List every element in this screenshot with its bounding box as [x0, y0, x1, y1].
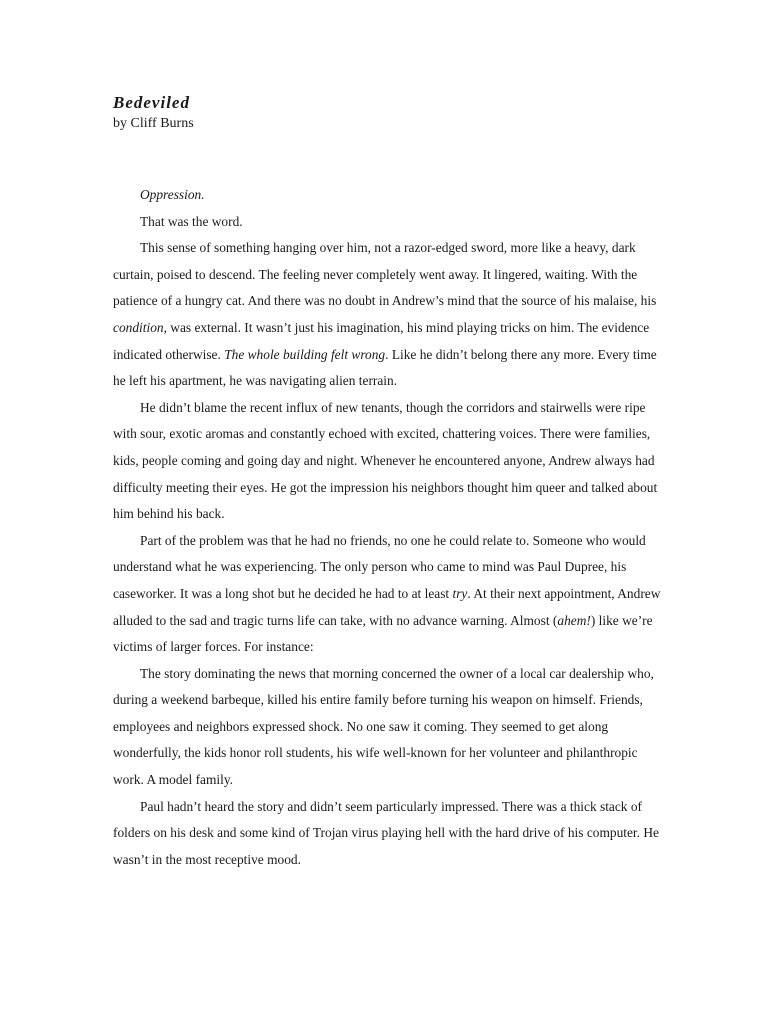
paragraph-text: . Like he didn’t belong there any more. Every time he left his apartment, he was navigating alien terrain.	[113, 346, 657, 389]
italic-text: Oppression.	[140, 187, 205, 202]
story-paragraph	[113, 209, 661, 236]
paragraph-text: . At their next appointment, Andrew alluded to the sad and tragic turns life can take, with no advance warning. Almost (	[113, 585, 661, 628]
paragraph-text: This sense of something hanging over him, not a razor-edged sword, more like a heavy, dark curtain, poised to descend. The feeling never completely went away. It lingered, waiting. With the patience of a hungry cat. And there was no doubt in Andrew’s mind that the source of his malaise, his	[113, 240, 657, 309]
story-paragraph	[113, 794, 661, 874]
story-byline: by Cliff Burns	[113, 116, 194, 131]
story-paragraph	[113, 395, 661, 528]
italic-text: ahem!	[557, 612, 591, 628]
story-paragraph	[113, 528, 661, 661]
document-page	[113, 92, 661, 873]
paragraph-text: That was the word.	[140, 213, 243, 229]
paragraph-text: The story dominating the news that morning concerned the owner of a local car dealership who, during a weekend barbeque, killed his entire family before turning his weapon on himself. Friends, employees and neighbors expressed shock. No one saw it coming. They seemed to get along wonderfully, the kids honor roll students, his wife well-known for her volunteer and philanthropic work. A model family.	[113, 665, 654, 788]
paragraph-text: He didn’t blame the recent influx of new tenants, though the corridors and stairwells were ripe with sour, exotic aromas and constantly echoed with excited, chattering voices. There were families, kids, people coming and going day and night. Whenever he encountered anyone, Andrew always had difficulty meeting their eyes. He got the impression his neighbors thought him queer and talked about him behind his back.	[113, 399, 658, 522]
story-paragraph	[113, 235, 661, 395]
italic-text: condition	[113, 319, 164, 335]
story-title: Bedeviled	[113, 93, 190, 112]
italic-text: The whole building felt wrong	[224, 346, 386, 362]
paragraph-text: , was external. It wasn’t just his imagination, his mind playing tricks on him. The evidence indicated otherwise.	[113, 319, 650, 362]
story-body	[113, 182, 661, 873]
paragraph-text: Paul hadn’t heard the story and didn’t seem particularly impressed. There was a thick stack of folders on his desk and some kind of Trojan virus playing hell with the hard drive of his computer. He wasn’t in the most receptive mood.	[113, 798, 659, 867]
story-paragraph	[113, 661, 661, 794]
paragraph-text: ) like we’re victims of larger forces. For instance:	[113, 612, 653, 655]
paragraph-text: Part of the problem was that he had no friends, no one he could relate to. Someone who would understand what he was experiencing. The only person who came to mind was Paul Dupree, his caseworker. It was a long shot but he decided he had to at least	[113, 532, 646, 601]
italic-text: try	[452, 585, 468, 601]
story-paragraph	[113, 182, 661, 209]
